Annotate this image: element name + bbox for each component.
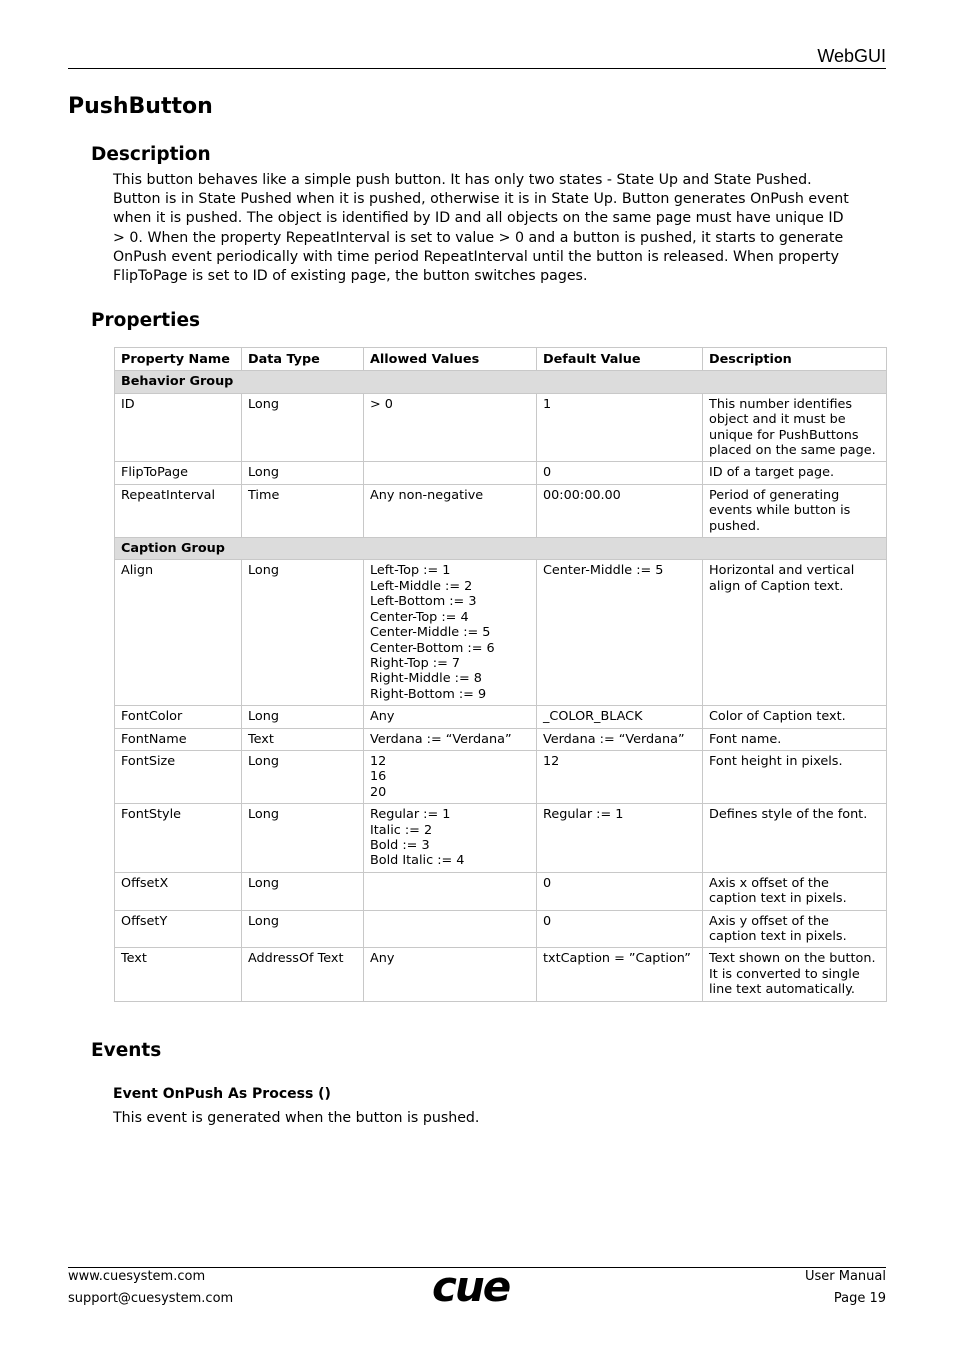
column-header: Data Type — [242, 348, 364, 371]
footer-website: www.cuesystem.com — [68, 1269, 206, 1284]
header-rule — [68, 68, 886, 69]
group-row — [115, 538, 887, 560]
property-name-cell: Align — [115, 560, 242, 706]
table-row — [115, 484, 887, 537]
data-type-cell: Long — [242, 706, 364, 728]
description-cell: Horizontal and vertical align of Caption text. — [703, 560, 887, 706]
allowed-value: Any — [370, 709, 395, 725]
data-type-cell: Long — [242, 393, 364, 462]
table-body — [115, 371, 887, 1001]
allowed-value: 20 — [370, 784, 387, 800]
data-type-cell: Text — [242, 728, 364, 750]
group-label: Caption Group — [115, 538, 887, 560]
allowed-values-cell — [364, 910, 537, 948]
allowed-values-cell — [364, 948, 537, 1001]
default-value-cell: 0 — [537, 910, 703, 948]
allowed-values-cell — [364, 728, 537, 750]
group-label: Behavior Group — [115, 371, 887, 393]
column-header: Default Value — [537, 348, 703, 371]
default-value-cell: Regular := 1 — [537, 804, 703, 873]
property-name-cell: ID — [115, 393, 242, 462]
logo-text: cue — [432, 1264, 510, 1310]
table-row — [115, 462, 887, 484]
table-header-row — [115, 348, 887, 371]
allowed-value: Bold := 3 — [370, 837, 430, 853]
properties-table — [114, 347, 887, 1002]
description-line: Button is in State Pushed when it is pushed, otherwise it is in State Up. Button generates OnPush event — [113, 191, 849, 208]
description-cell: Color of Caption text. — [703, 706, 887, 728]
data-type-cell: Long — [242, 872, 364, 910]
default-value-cell: 0 — [537, 462, 703, 484]
allowed-value: > 0 — [370, 396, 393, 412]
description-text — [113, 171, 883, 286]
property-name-cell: RepeatInterval — [115, 484, 242, 537]
allowed-values-cell — [364, 393, 537, 462]
event-description: This event is generated when the button is pushed. — [113, 1110, 480, 1126]
table-row — [115, 560, 887, 706]
allowed-value: Right-Top := 7 — [370, 655, 461, 671]
default-value-cell: 1 — [537, 393, 703, 462]
allowed-value: Regular := 1 — [370, 807, 451, 823]
property-name-cell: Text — [115, 948, 242, 1001]
allowed-value: Left-Middle := 2 — [370, 578, 473, 594]
allowed-value: Center-Top := 4 — [370, 609, 469, 625]
table-row — [115, 728, 887, 750]
default-value-cell: 00:00:00.00 — [537, 484, 703, 537]
property-name-cell: FontColor — [115, 706, 242, 728]
description-line: OnPush event periodically with time period RepeatInterval until the button is released. When property — [113, 248, 839, 265]
description-line: FlipToPage is set to ID of existing page, the button switches pages. — [113, 268, 588, 285]
property-name-cell: FontSize — [115, 750, 242, 803]
description-heading: Description — [91, 144, 211, 165]
property-name-cell: OffsetX — [115, 872, 242, 910]
header-title: WebGUI — [817, 46, 886, 66]
allowed-value: Left-Bottom := 3 — [370, 594, 477, 610]
allowed-value: 12 — [370, 753, 387, 769]
group-row — [115, 371, 887, 393]
description-cell: Font name. — [703, 728, 887, 750]
table-row — [115, 910, 887, 948]
column-header: Allowed Values — [364, 348, 537, 371]
table-row — [115, 872, 887, 910]
event-title: Event OnPush As Process () — [113, 1086, 331, 1102]
events-heading: Events — [91, 1040, 162, 1061]
allowed-values-cell — [364, 750, 537, 803]
table-row — [115, 804, 887, 873]
data-type-cell: AddressOf Text — [242, 948, 364, 1001]
allowed-values-cell — [364, 706, 537, 728]
allowed-value: Left-Top := 1 — [370, 563, 451, 579]
allowed-value: Right-Middle := 8 — [370, 671, 482, 687]
description-cell: Period of generating events while button is pushed. — [703, 484, 887, 537]
allowed-values-cell — [364, 804, 537, 873]
allowed-value: Italic := 2 — [370, 822, 433, 838]
data-type-cell: Long — [242, 804, 364, 873]
description-cell: Axis y offset of the caption text in pixels. — [703, 910, 887, 948]
allowed-value: Any non-negative — [370, 487, 484, 503]
allowed-value: Bold Italic := 4 — [370, 853, 465, 869]
description-cell: Defines style of the font. — [703, 804, 887, 873]
data-type-cell: Time — [242, 484, 364, 537]
data-type-cell: Long — [242, 462, 364, 484]
allowed-value: Center-Bottom := 6 — [370, 640, 495, 656]
table-row — [115, 948, 887, 1001]
column-header: Description — [703, 348, 887, 371]
description-cell: Axis x offset of the caption text in pixels. — [703, 872, 887, 910]
default-value-cell: Center-Middle := 5 — [537, 560, 703, 706]
property-name-cell: FontName — [115, 728, 242, 750]
allowed-value: Any — [370, 951, 395, 967]
allowed-values-cell — [364, 560, 537, 706]
cue-logo — [430, 1264, 526, 1310]
allowed-values-cell — [364, 462, 537, 484]
description-cell: Text shown on the button. It is converted to single line text automatically. — [703, 948, 887, 1001]
footer-manual: User Manual — [804, 1269, 886, 1284]
property-name-cell: OffsetY — [115, 910, 242, 948]
allowed-value: Verdana := “Verdana” — [370, 731, 512, 747]
table-row — [115, 750, 887, 803]
properties-heading: Properties — [91, 310, 201, 331]
allowed-value: 16 — [370, 769, 387, 785]
allowed-values-cell — [364, 484, 537, 537]
property-name-cell: FontStyle — [115, 804, 242, 873]
allowed-values-cell — [364, 872, 537, 910]
footer-email: support@cuesystem.com — [68, 1291, 234, 1306]
table-row — [115, 706, 887, 728]
column-header: Property Name — [115, 348, 242, 371]
allowed-value: Center-Middle := 5 — [370, 625, 491, 641]
table-row — [115, 393, 887, 462]
default-value-cell: Verdana := “Verdana” — [537, 728, 703, 750]
footer-page-number: Page 19 — [833, 1291, 886, 1306]
default-value-cell: 0 — [537, 872, 703, 910]
data-type-cell: Long — [242, 910, 364, 948]
description-line: This button behaves like a simple push button. It has only two states - State Up and State Pushed. — [113, 172, 812, 188]
default-value-cell: txtCaption = ”Caption” — [537, 948, 703, 1001]
allowed-value: Right-Bottom := 9 — [370, 686, 487, 702]
default-value-cell: _COLOR_BLACK — [537, 706, 703, 728]
description-cell: ID of a target page. — [703, 462, 887, 484]
default-value-cell: 12 — [537, 750, 703, 803]
description-cell: Font height in pixels. — [703, 750, 887, 803]
data-type-cell: Long — [242, 560, 364, 706]
page-title: PushButton — [68, 94, 213, 119]
property-name-cell: FlipToPage — [115, 462, 242, 484]
description-cell: This number identifies object and it must be unique for PushButtons placed on the same page. — [703, 393, 887, 462]
data-type-cell: Long — [242, 750, 364, 803]
description-line: > 0. When the property RepeatInterval is set to value > 0 and a button is pushed, it starts to generate — [113, 229, 844, 246]
description-line: when it is pushed. The object is identified by ID and all objects on the same page must have unique ID — [113, 210, 844, 227]
